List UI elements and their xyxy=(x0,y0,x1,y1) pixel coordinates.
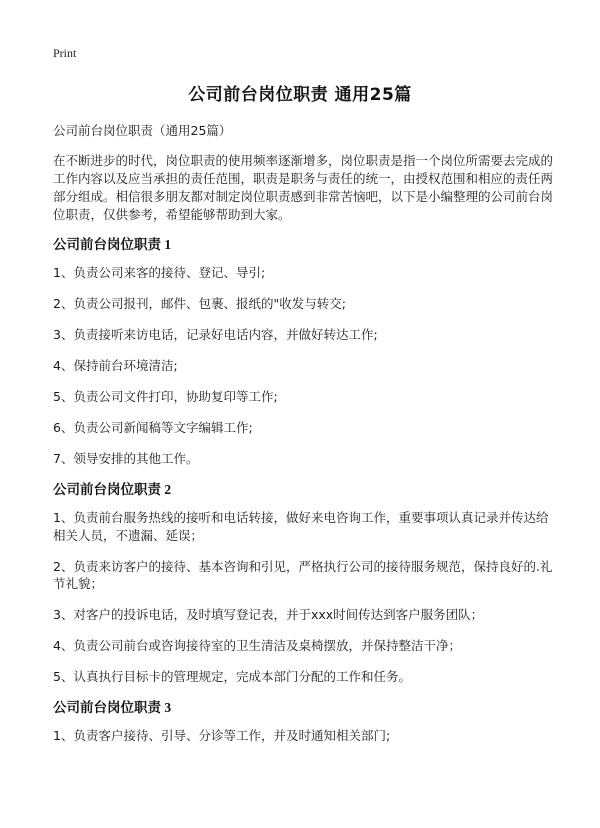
page-title: 公司前台岗位职责 通用25篇 xyxy=(188,85,412,105)
list-item: 2、负责来访客户的接待、基本咨询和引见，严格执行公司的接待服务规范，保持良好的.礼节礼貌； xyxy=(53,558,553,591)
section-heading: 公司前台岗位职责 3 xyxy=(53,700,172,715)
list-item: 6、负责公司新闻稿等文字编辑工作; xyxy=(53,420,253,435)
list-item: 3、对客户的投诉电话，及时填写登记表，并于xxx时间传达到客户服务团队； xyxy=(53,607,484,622)
intro-paragraph: 在不断进步的时代，岗位职责的使用频率逐渐增多，岗位职责是指一个岗位所需要去完成的工作内容以及应当承担的责任范围，职责是职务与责任的统一，由授权范围和相应的责任两部分组成。相信很多朋友都对制定岗位职责感到非常苦恼吧，以下是小编整理的公司前台岗位职责，仅供参考，希望能够帮助到大家。 xyxy=(53,153,554,222)
list-item: 1、负责客户接待、引导、分诊等工作，并及时通知相关部门; xyxy=(53,728,391,743)
list-item: 2、负责公司报刊，邮件、包裹、报纸的"收发与转交; xyxy=(53,296,346,311)
section-2 xyxy=(53,481,553,686)
document-body xyxy=(53,122,553,758)
list-item: 1、负责公司来客的接待、登记、导引; xyxy=(53,265,266,280)
list-item: 5、认真执行目标卡的管理规定，完成本部门分配的工作和任务。 xyxy=(53,669,411,684)
list-item: 4、保持前台环境清洁; xyxy=(53,358,178,373)
list-item: 4、负责公司前台或咨询接待室的卫生清洁及桌椅摆放，并保持整洁干净； xyxy=(53,638,461,653)
list-item: 3、负责接听来访电话，记录好电话内容，并做好转达工作; xyxy=(53,327,378,342)
print-label: Print xyxy=(53,46,77,60)
list-item: 5、负责公司文件打印，协助复印等工作; xyxy=(53,389,278,404)
document-subtitle: 公司前台岗位职责（通用25篇） xyxy=(53,123,232,138)
section-1 xyxy=(53,236,553,468)
list-item: 1、负责前台服务热线的接听和电话转接，做好来电咨询工作，重要事项认真记录并传达给相关人员，不遗漏、延误； xyxy=(53,510,549,543)
section-heading: 公司前台岗位职责 2 xyxy=(53,482,172,497)
section-heading: 公司前台岗位职责 1 xyxy=(53,237,172,252)
list-item: 7、领导安排的其他工作。 xyxy=(53,451,199,466)
section-3 xyxy=(53,699,553,745)
